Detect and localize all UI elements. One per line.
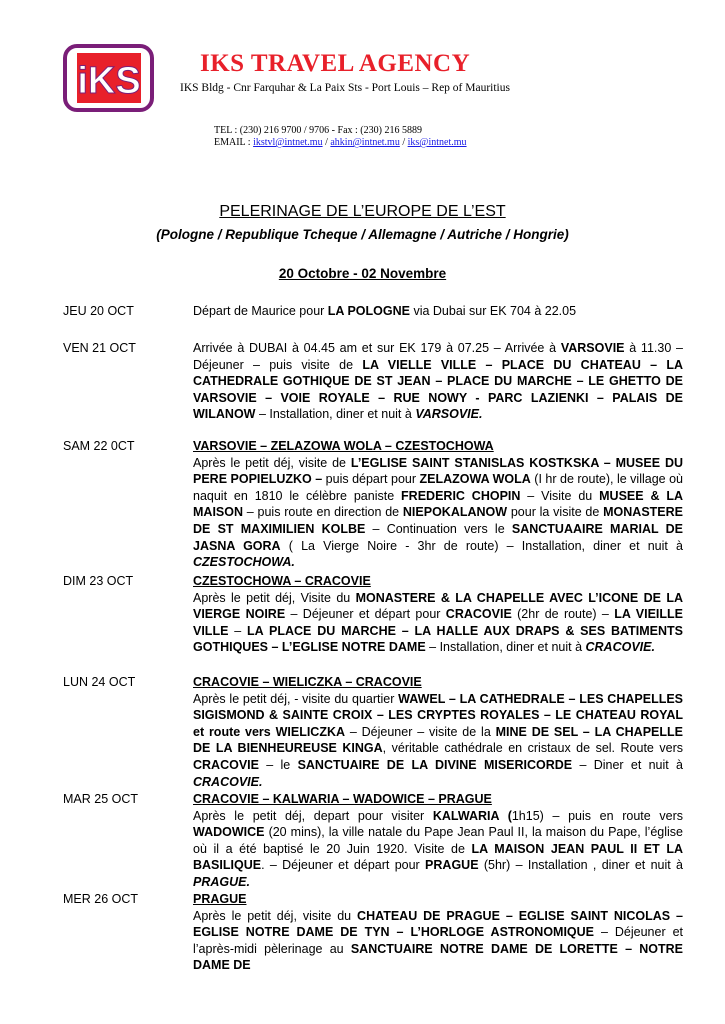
- description-segment: VARSOVIE.: [415, 407, 483, 422]
- day-heading: CZESTOCHOWA – CRACOVIE: [193, 574, 371, 588]
- day-body: [193, 891, 683, 974]
- agency-name: IKS TRAVEL AGENCY: [200, 50, 471, 77]
- description-segment: LA POLOGNE: [327, 304, 410, 318]
- description-segment: VARSOVIE: [560, 341, 625, 355]
- day-description: [193, 590, 683, 656]
- description-segment: (20 mins), la ville natale du Pape Jean Paul II, la maison du Pape, l’église où il a été baptisé le 20 Juin 1920. Visite de: [193, 825, 683, 856]
- day-label: VEN 21 OCT: [63, 341, 136, 355]
- description-segment: Arrivée à DUBAI à 04.45 am et sur EK 179 à 07.25 – Arrivée à: [193, 341, 561, 355]
- description-segment: MINE DE SEL – LA CHAPELLE DE LA BIENHEUREUSE KINGA: [193, 724, 683, 756]
- description-segment: WADOWICE: [193, 825, 265, 840]
- description-segment: CRACOVIE.: [193, 774, 263, 789]
- description-segment: MONASTERE & LA CHAPELLE AVEC L’ICONE DE LA VIERGE NOIRE: [193, 590, 683, 622]
- description-segment: LA VIEILLE VILLE: [193, 607, 684, 638]
- day-body: [193, 674, 683, 790]
- description-segment: ( La Vierge Noire - 3hr de route) – Installation, diner et nuit à: [280, 538, 683, 553]
- day-description: [193, 691, 683, 791]
- agency-logo: [63, 44, 154, 112]
- description-segment: 1h15) – puis en route vers: [511, 808, 683, 823]
- description-segment: CRACOVIE: [445, 607, 512, 622]
- description-segment: – puis route en direction de: [243, 505, 403, 520]
- description-segment: SANCTUAIRE NOTRE DAME DE LORETTE – NOTRE DAME DE: [193, 941, 683, 973]
- day-label: JEU 20 OCT: [63, 304, 134, 318]
- description-segment: Après le petit déj, - visite du quartier: [193, 691, 399, 706]
- description-segment: LA MAISON JEAN PAUL II ET LA BASILIQUE: [193, 841, 683, 873]
- email-label: EMAIL :: [214, 137, 254, 148]
- day-description: [193, 808, 683, 891]
- day-description: [193, 908, 683, 974]
- description-segment: WAWEL – LA CATHEDRALE – LES CHAPELLES SIGISMOND & SAINTE CROIX – LES CRYPTES ROYALES – LE CHATEAU ROYAL et route vers WIELICZKA: [193, 691, 684, 739]
- description-segment: LA PLACE DU MARCHE – LA HALLE AUX DRAPS & SES BATIMENTS GOTHIQUES – L’EGLISE NOTRE DAME: [193, 623, 683, 655]
- tour-subtitle: (Pologne / Republique Tcheque / Allemagne / Autriche / Hongrie): [156, 227, 569, 242]
- day-label: DIM 23 OCT: [63, 574, 134, 588]
- description-segment: (I hr de route), le village où naquit en 1810 le célèbre paniste: [193, 472, 683, 503]
- day-description: [193, 455, 683, 571]
- day-body: [193, 573, 683, 656]
- description-segment: via Dubai sur EK 704 à 22.05: [409, 304, 577, 318]
- email-line: [214, 137, 467, 149]
- description-segment: KALWARIA (: [432, 808, 512, 823]
- tour-dates: 20 Octobre - 02 Novembre: [278, 266, 447, 281]
- day-description: [193, 303, 683, 320]
- description-segment: – Visite du: [520, 488, 600, 503]
- description-segment: , véritable cathédrale en cristaux de sel. Route vers: [382, 741, 683, 756]
- description-segment: ZELAZOWA WOLA: [419, 472, 531, 487]
- email-separator: /: [322, 137, 331, 148]
- description-segment: pour la visite de: [507, 505, 604, 520]
- description-segment: FREDERIC CHOPIN: [401, 488, 521, 503]
- day-heading: CRACOVIE – KALWARIA – WADOWICE – PRAGUE: [193, 792, 492, 806]
- description-segment: Après le petit déj, visite du: [193, 908, 358, 923]
- day-label: MER 26 OCT: [63, 892, 139, 906]
- description-segment: CZESTOCHOWA.: [193, 555, 295, 570]
- description-segment: Après le petit déj, depart pour visiter: [193, 808, 433, 823]
- day-heading: VARSOVIE – ZELAZOWA WOLA – CZESTOCHOWA: [193, 439, 494, 453]
- description-segment: PRAGUE.: [193, 874, 250, 889]
- agency-address: IKS Bldg - Cnr Farquhar & La Paix Sts - Port Louis – Rep of Mauritius: [180, 82, 510, 94]
- day-heading: PRAGUE: [193, 892, 247, 906]
- description-segment: . – Déjeuner et départ pour: [261, 858, 426, 873]
- description-segment: à 11.30 – Déjeuner – puis visite de: [193, 341, 683, 372]
- day-body: [193, 791, 683, 891]
- day-description: [193, 340, 683, 423]
- description-segment: Après le petit déj, visite de: [193, 455, 351, 470]
- description-segment: – Déjeuner – visite de la: [345, 724, 496, 739]
- description-segment: MUSEE & LA MAISON: [193, 488, 684, 520]
- description-segment: puis départ pour: [322, 472, 420, 487]
- description-segment: – Déjeuner et départ pour: [285, 607, 446, 622]
- day-body: [193, 340, 683, 423]
- description-segment: LA VIELLE VILLE – PLACE DU CHATEAU – LA CATHEDRALE GOTHIQUE DE ST JEAN – PLACE DU MARCHE – LE GHETTO DE VARSOVIE – VOIE ROYALE – RUE NOWY - PARC LAZIENKI – PALAIS DE WILANOW: [193, 357, 683, 422]
- day-body: [193, 303, 683, 320]
- description-segment: NIEPOKALANOW: [402, 505, 508, 520]
- description-segment: CHATEAU DE PRAGUE – EGLISE SAINT NICOLAS – EGLISE NOTRE DAME DE TYN – L’HORLOGE ASTRONOMIQUE: [193, 908, 683, 940]
- description-segment: Après le petit déj, Visite du: [193, 590, 356, 605]
- description-segment: – Continuation vers le: [365, 521, 512, 536]
- day-label: LUN 24 OCT: [63, 675, 136, 689]
- contact-block: [214, 125, 467, 149]
- description-segment: MONASTERE DE ST MAXIMILIEN KOLBE: [193, 505, 683, 536]
- tour-title: PELERINAGE DE L’EUROPE DE L’EST: [219, 203, 506, 220]
- description-segment: PRAGUE: [425, 858, 479, 873]
- description-segment: – Diner et nuit à: [572, 757, 684, 772]
- description-segment: – Installation, diner et nuit à: [255, 407, 416, 422]
- description-segment: SANCTUAIRE DE LA DIVINE MISERICORDE: [297, 757, 573, 772]
- day-heading: CRACOVIE – WIELICZKA – CRACOVIE: [193, 675, 422, 689]
- description-segment: (2hr de route) –: [511, 607, 615, 622]
- description-segment: SANCTUAAIRE MARIAL DE JASNA GORA: [193, 521, 683, 553]
- email-link[interactable]: ahkin@intnet.mu: [330, 137, 400, 148]
- email-separator: /: [399, 137, 408, 148]
- description-segment: L’EGLISE SAINT STANISLAS KOSTKSKA – MUSEE DU PERE POPIELUZKO –: [193, 455, 683, 487]
- day-body: [193, 438, 683, 571]
- description-segment: –: [228, 623, 248, 638]
- description-segment: – le: [258, 757, 298, 772]
- email-link[interactable]: ikstvl@intnet.mu: [253, 137, 323, 148]
- day-label: SAM 22 0CT: [63, 439, 135, 453]
- svg-text:iKS: iKS: [77, 60, 141, 102]
- description-segment: CRACOVIE: [193, 757, 259, 772]
- description-segment: – Installation, diner et nuit à: [425, 640, 586, 655]
- day-label: MAR 25 OCT: [63, 792, 139, 806]
- tel-line: TEL : (230) 216 9700 / 9706 - Fax : (230) 216 5889: [214, 125, 422, 136]
- description-segment: Départ de Maurice pour: [193, 304, 328, 318]
- description-segment: (5hr) – Installation , diner et nuit à: [478, 858, 684, 873]
- description-segment: CRACOVIE.: [585, 640, 655, 655]
- description-segment: – Déjeuner et l’après-midi pèlerinage au: [193, 925, 683, 956]
- email-link[interactable]: iks@intnet.mu: [407, 137, 467, 148]
